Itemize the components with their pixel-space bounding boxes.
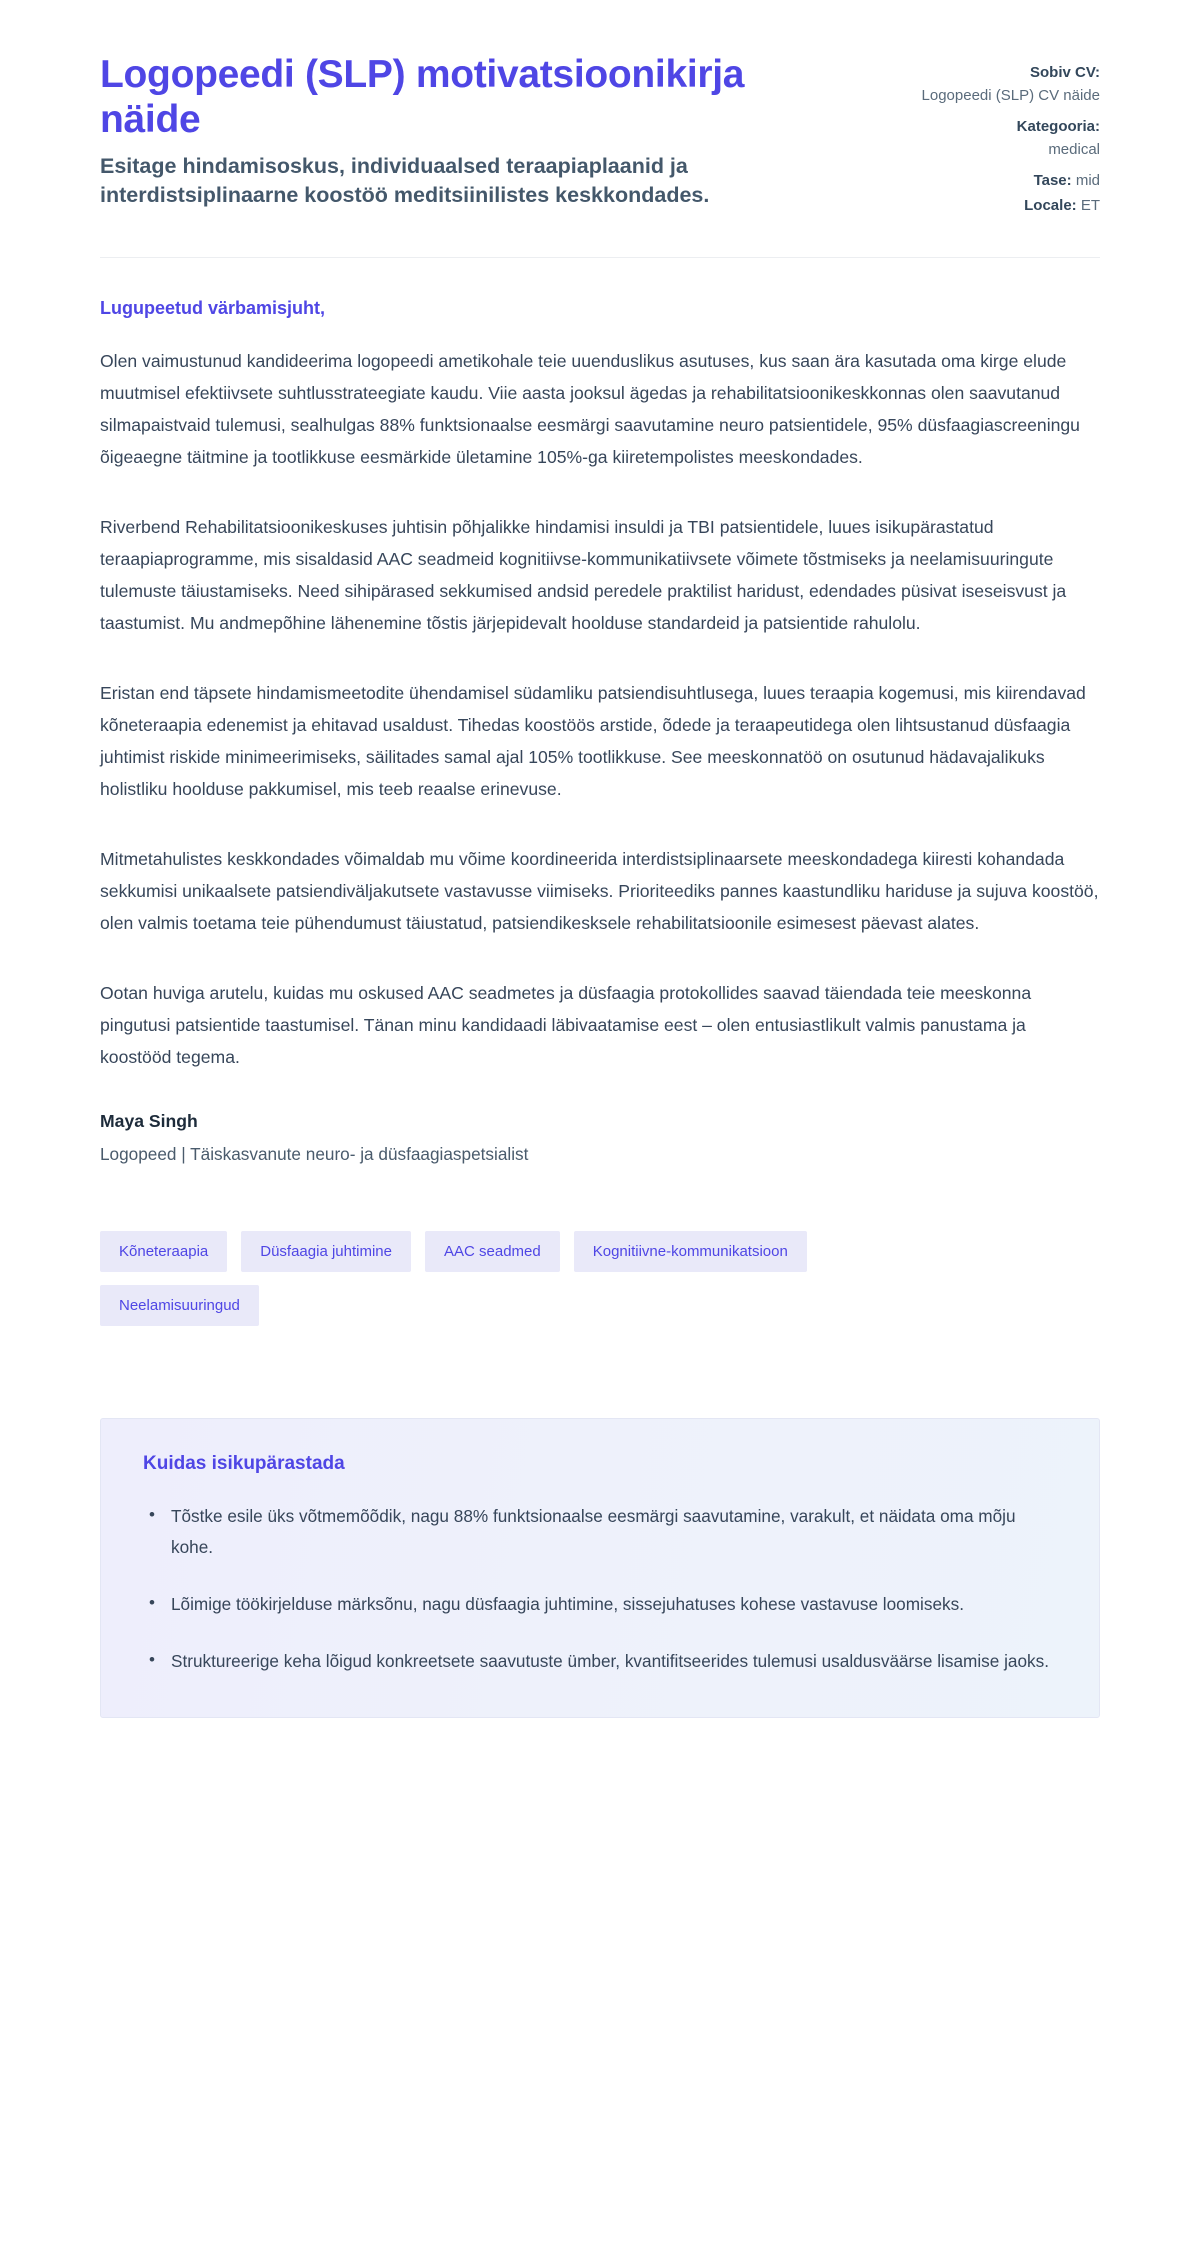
skill-tag[interactable]: AAC seadmed [425, 1231, 560, 1272]
tips-panel-title: Kuidas isikupärastada [143, 1453, 345, 1475]
meta-category-value: medical [1048, 140, 1100, 158]
signature-name: Maya Singh [100, 1111, 198, 1132]
meta-matching-cv [885, 62, 1100, 107]
letter-paragraph: Mitmetahulistes keskkondades võimaldab mu võime koordineerida interdistsiplinaarsete meeskondadega kiiresti kohandada sekkumisi unikaalsete patsiendiväljakutsete vastavusse viimiseks. Prioriteediks pannes kaastundliku hariduse ja sujuva koostöö, olen valmis toetama teie pühendumust täiustatud, patsiendikesksele rehabilitatsioonile esimesest päevast alates. [100, 849, 1099, 934]
letter-salutation: Lugupeetud värbamisjuht, [100, 298, 326, 318]
meta-category [885, 116, 1100, 161]
skill-tag-list [100, 1231, 940, 1326]
letter-paragraph: Eristan end täpsete hindamismeetodite ühendamisel südamliku patsiendisuhtlusega, luues teraapia kogemusi, mis kiirendavad kõneteraapia edenemist ja ehitavad usaldust. Tihedas koostöös arstide, õdede ja teraapeutidega olen lihtsustanud düsfaagia juhtimist riskide minimeerimiseks, säilitades samal ajal 105% tootlikkuse. See meeskonnatöö on osutunud hädavajalikuks holistliku hoolduse pakkumisel, mis teeb reaalse erinevuse. [100, 683, 1086, 800]
personalization-tips-panel [100, 1418, 1100, 1718]
tips-list [143, 1501, 1057, 1677]
meta-level-label: Tase: [1033, 172, 1072, 189]
page-title: Logopeedi (SLP) motivatsioonikirja näide [100, 53, 745, 142]
signature-role: Logopeed | Täiskasvanute neuro- ja düsfaagiaspetsialist [100, 1144, 529, 1165]
skill-tag[interactable]: Neelamisuuringud [100, 1285, 259, 1326]
meta-locale [885, 195, 1100, 218]
letter-paragraph: Ootan huviga arutelu, kuidas mu oskused AAC seadmetes ja düsfaagia protokollides saavad täiendada teie meeskonna pingutusi patsientide taastumisel. Tänan minu kandidaadi läbivaatamise eest – olen entusiastlikult valmis panustama ja koostööd tegema. [100, 983, 1032, 1068]
header-title-block [100, 52, 845, 210]
letter-signature [100, 1111, 1100, 1165]
meta-level [885, 170, 1100, 193]
letter-paragraph: Riverbend Rehabilitatsioonikeskuses juhtisin põhjalikke hindamisi insuldi ja TBI patsientidele, luues isikupärastatud teraapiaprogramme, mis sisaldasid AAC seadmeid kognitiivse-kommunikatiivsete võimete tõstmiseks ja neelamisuuringute tulemuste täiustamiseks. Need sihipärased sekkumised andsid peredele praktilist haridust, edendades püsivat iseseisvust ja taastumist. Mu andmepõhine lähenemine tõstis järjepidevalt hoolduse standardeid ja patsientide rahulolu. [100, 517, 1067, 634]
cover-letter-body [100, 258, 1100, 1165]
tips-list-item: • Struktureerige keha lõigud konkreetsete saavutuste ümber, kvantifitseerides tulemusi usaldusväärse lisamise jaoks. [169, 1646, 1057, 1677]
meta-level-value: mid [1075, 172, 1100, 189]
meta-category-label: Kategooria: [1016, 118, 1100, 135]
tips-list-item: • Lõimige töökirjelduse märksõnu, nagu düsfaagia juhtimine, sissejuhatuses kohese vastavuse loomiseks. [169, 1589, 1057, 1620]
page-header [100, 0, 1100, 219]
page-subtitle: Esitage hindamisoskus, individuaalsed teraapiaplaanid ja interdistsiplinaarne koostöö meditsiinilistes keskkondades. [100, 154, 710, 208]
meta-matching-cv-label: Sobiv CV: [1029, 64, 1100, 81]
letter-paragraph: Olen vaimustunud kandideerima logopeedi ametikohale teie uuenduslikus asutuses, kus saan ära kasutada oma kirge elude muutmisel efektiivsete suhtlusstrateegiate kaudu. Viie aasta jooksul ägedas ja rehabilitatsioonikeskkonnas olen saavutanud silmapaistvaid tulemusi, sealhulgas 88% funktsionaalse eesmärgi saavutamine neuro patsientidele, 95% düsfaagiascreeningu õigeaegne täitmine ja tootlikkuse eesmärkide ületamine 105%-ga kiiretempolistes meeskondades. [100, 351, 1080, 468]
tips-list-item: • Tõstke esile üks võtmemõõdik, nagu 88% funktsionaalse eesmärgi saavutamine, varakult, et näidata oma mõju kohe. [169, 1501, 1057, 1563]
meta-locale-label: Locale: [1024, 196, 1077, 214]
skill-tag[interactable]: Kognitiivne-kommunikatsioon [574, 1231, 807, 1272]
skill-tag[interactable]: Kõneteraapia [100, 1231, 227, 1272]
skill-tag[interactable]: Düsfaagia juhtimine [241, 1231, 411, 1272]
meta-locale-value: ET [1080, 196, 1100, 214]
document-metadata [885, 52, 1100, 219]
meta-matching-cv-value: Logopeedi (SLP) CV näide [921, 86, 1100, 104]
